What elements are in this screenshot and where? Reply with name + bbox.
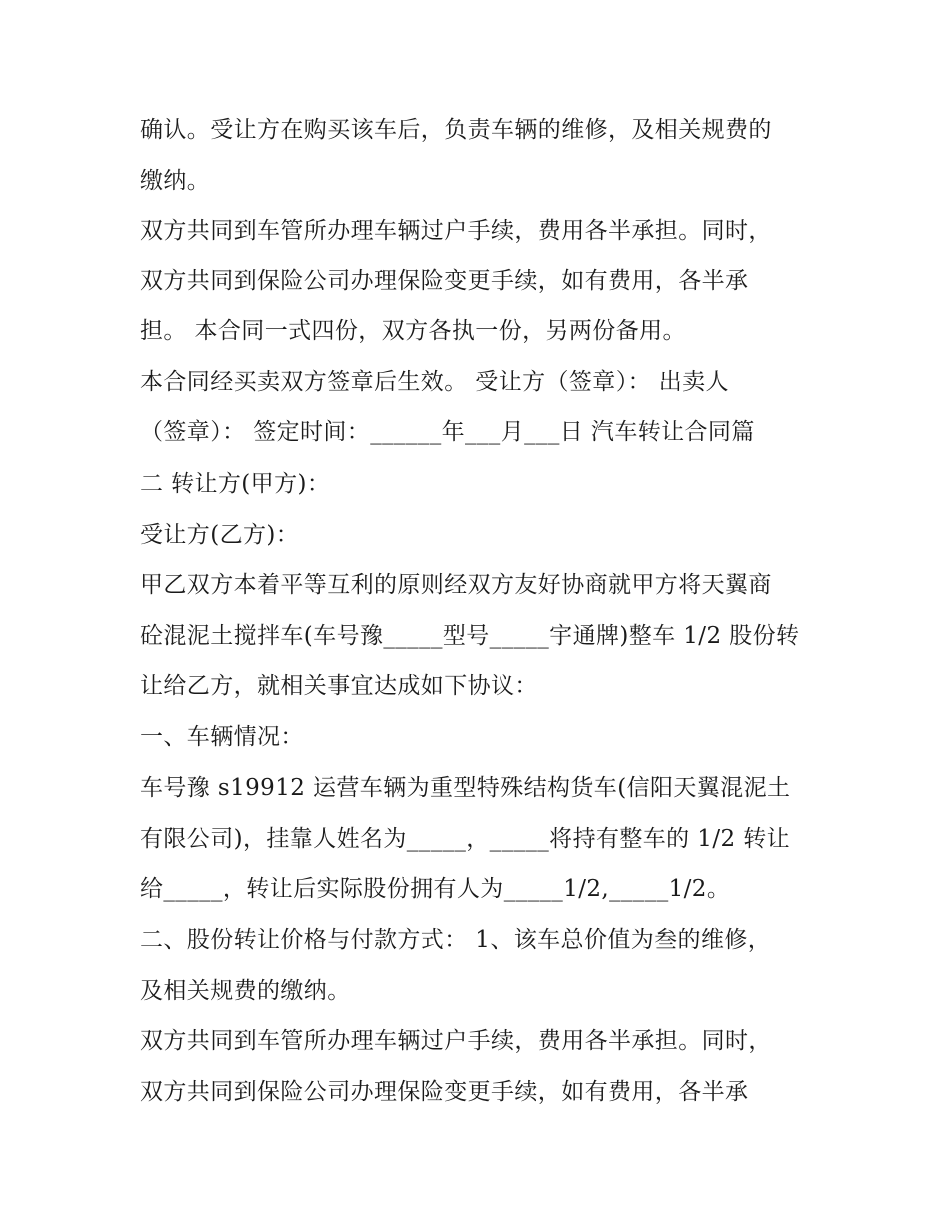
text-line: 双方共同到保险公司办理保险变更手续，如有费用，各半承 [140,1079,749,1105]
text-line: 车号豫 s19912 运营车辆为重型特殊结构货车(信阳天翼混泥土 [140,775,791,801]
text-line: 双方共同到保险公司办理保险变更手续，如有费用，各半承 [140,268,749,294]
text-line: 受让方(乙方)： [140,522,300,548]
text-line: 缴纳。 [140,168,211,194]
text-line: 本合同经买卖双方签章后生效。 受让方（签章）： 出卖人 [140,369,729,395]
text-line: 给_____，转让后实际股份拥有人为_____1/2,_____1/2。 [140,876,731,902]
section-heading: 一、车辆情况： [140,724,304,750]
text-line: 让给乙方，就相关事宜达成如下协议： [140,673,538,699]
text-line: 担。 本合同一式四份，双方各执一份，另两份备用。 [140,318,686,344]
text-line: （签章）： 签定时间：______年___月___日 汽车转让合同篇 [140,419,755,445]
text-line: 甲乙双方本着平等互利的原则经双方友好协商就甲方将天翼商 [140,572,772,598]
text-line: 双方共同到车管所办理车辆过户手续，费用各半承担。同时， [140,218,772,244]
section-heading: 二 转让方(甲方)： [140,471,331,497]
text-line: 有限公司)，挂靠人姓名为_____，_____将持有整车的 1/2 转让 [140,826,791,852]
text-line: 及相关规费的缴纳。 [140,978,351,1004]
text-line: 双方共同到车管所办理车辆过户手续，费用各半承担。同时， [140,1028,772,1054]
text-line: 砼混泥土搅拌车(车号豫_____型号_____宇通牌)整车 1/2 股份转 [140,623,800,649]
text-line: 确认。受让方在购买该车后，负责车辆的维修，及相关规费的 [140,117,772,143]
section-heading: 二、股份转让价格与付款方式： 1、该车总价值为叁的维修， [140,927,772,953]
